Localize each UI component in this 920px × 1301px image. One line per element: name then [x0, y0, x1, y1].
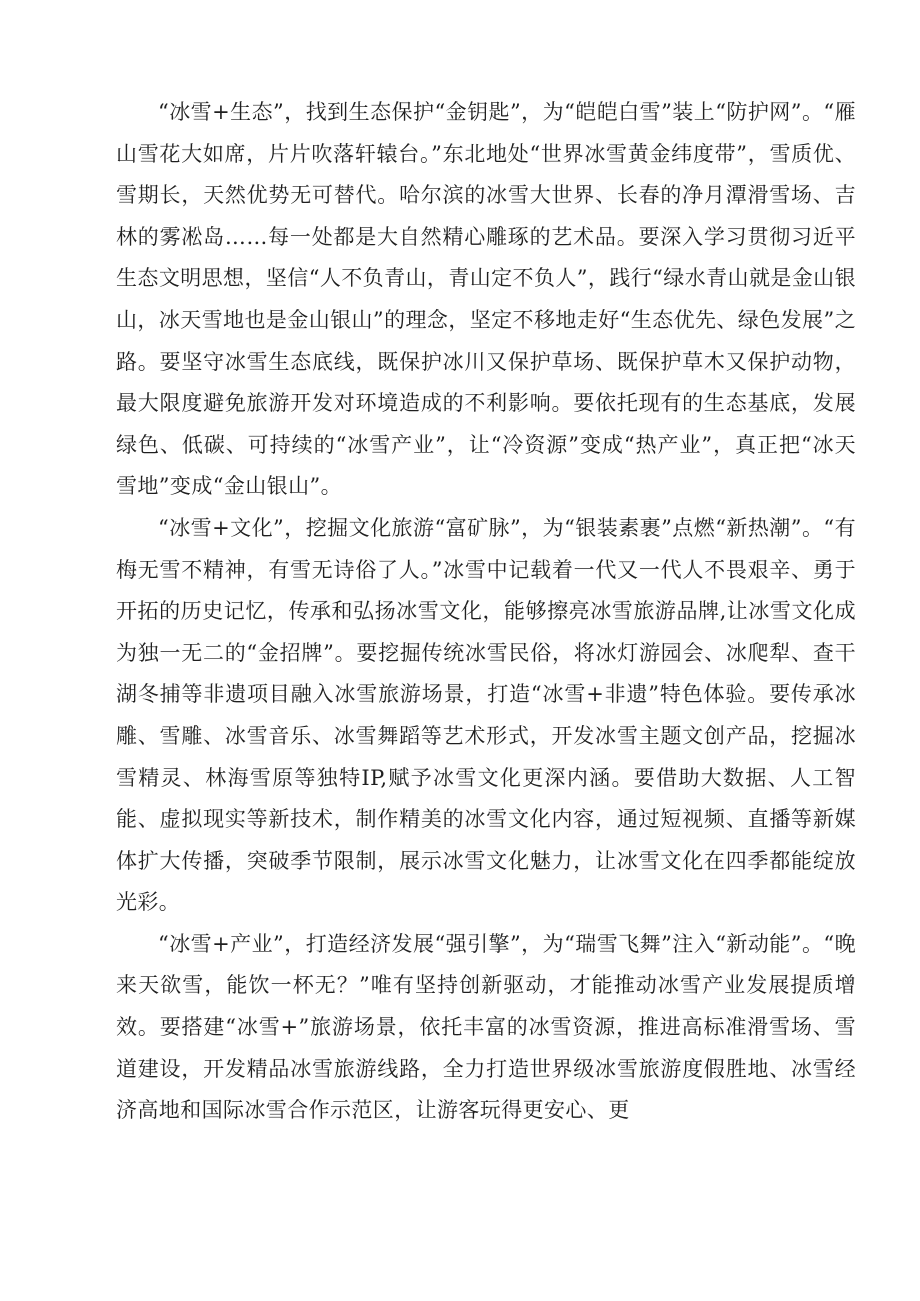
paragraph-culture: “冰雪+文化”，挖掘文化旅游“富矿脉”，为“银装素裹”点燃“新热潮”。“有梅无雪不精神，有雪无诗俗了人。”冰雪中记载着一代又一代人不畏艰辛、勇于开拓的历史记忆，传承和弘扬冰雪文化，能够擦亮冰雪旅游品牌,让冰雪文化成为独一无二的“金招牌”。要挖掘传统冰雪民俗，将冰灯游园会、冰爬犁、查干湖冬捕等非遗项目融入冰雪旅游场景，打造“冰雪+非遗”特色体验。要传承冰雕、雪雕、冰雪音乐、冰雪舞蹈等艺术形式，开发冰雪主题文创产品，挖掘冰雪精灵、林海雪原等独特IP,赋予冰雪文化更深内涵。要借助大数据、人工智能、虚拟现实等新技术，制作精美的冰雪文化内容，通过短视频、直播等新媒体扩大传播，突破季节限制，展示冰雪文化魅力，让冰雪文化在四季都能绽放光彩。 — [116, 515, 856, 915]
paragraph-industry: “冰雪+产业”，打造经济发展“强引擎”，为“瑞雪飞舞”注入“新动能”。“晚来天欲雪，能饮一杯无？”唯有坚持创新驱动，才能推动冰雪产业发展提质增效。要搭建“冰雪+”旅游场景，依托丰富的冰雪资源，推进高标准滑雪场、雪道建设，开发精品冰雪旅游线路，全力打造世界级冰雪旅游度假胜地、冰雪经济高地和国际冰雪合作示范区，让游客玩得更安心、更 — [116, 931, 856, 1123]
paragraph-ecology: “冰雪+生态”，找到生态保护“金钥匙”，为“皑皑白雪”装上“防护网”。“雁山雪花大如席，片片吹落轩辕台。”东北地处“世界冰雪黄金纬度带”，雪质优、雪期长，天然优势无可替代。哈尔滨的冰雪大世界、长春的净月潭滑雪场、吉林的雾凇岛……每一处都是大自然精心雕琢的艺术品。要深入学习贯彻习近平生态文明思想，坚信“人不负青山，青山定不负人”，践行“绿水青山就是金山银山，冰天雪地也是金山银山”的理念，坚定不移地走好“生态优先、绿色发展”之路。要坚守冰雪生态底线，既保护冰川又保护草场、既保护草木又保护动物，最大限度避免旅游开发对环境造成的不利影响。要依托现有的生态基底，发展绿色、低碳、可持续的“冰雪产业”，让“冷资源”变成“热产业”，真正把“冰天雪地”变成“金山银山”。 — [116, 100, 856, 499]
document-body — [116, 92, 856, 1132]
